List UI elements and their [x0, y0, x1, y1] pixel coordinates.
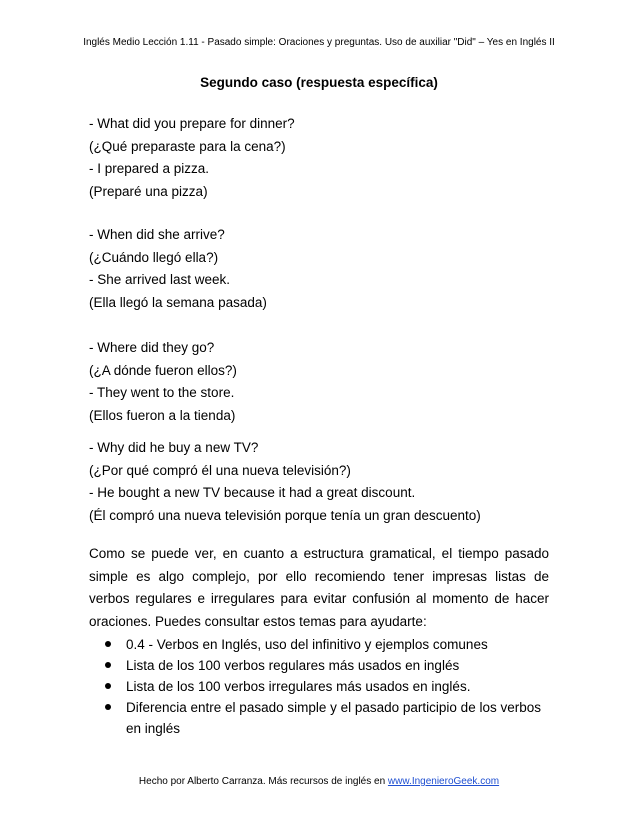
question-line: - Why did he buy a new TV?	[89, 440, 259, 455]
dialog-block	[89, 113, 559, 203]
list-item[interactable]	[89, 697, 559, 739]
bullet-icon	[105, 704, 111, 710]
footer-link[interactable]: www.IngenieroGeek.com	[387, 776, 500, 787]
list-item-label: Diferencia entre el pasado simple y el pasado participio de los verbos en inglés	[126, 700, 541, 736]
section-title: Segundo caso (respuesta específica)	[200, 75, 438, 90]
topics-list	[89, 634, 559, 739]
list-item-label: 0.4 - Verbos en Inglés, uso del infinitivo y ejemplos comunes	[126, 637, 488, 652]
question-translation: (¿Por qué compró él una nueva televisión?)	[89, 462, 351, 478]
page-header: Inglés Medio Lección 1.11 - Pasado simple: Oraciones y preguntas. Uso de auxiliar "Did" – Yes en Inglés II	[83, 37, 555, 48]
answer-translation: (Ellos fueron a la tienda)	[89, 407, 236, 423]
question-line: - Where did they go?	[89, 340, 215, 355]
list-item-label: Lista de los 100 verbos regulares más usados en inglés	[126, 658, 460, 673]
answer-translation: (Ella llegó la semana pasada)	[89, 294, 267, 310]
dialog-block	[89, 337, 559, 427]
answer-line: - He bought a new TV because it had a great discount.	[89, 485, 416, 500]
bullet-icon	[105, 683, 111, 689]
bullet-icon	[105, 641, 111, 647]
dialog-block	[89, 437, 559, 527]
page-footer	[0, 776, 638, 787]
question-line: - When did she arrive?	[89, 227, 225, 242]
question-line: - What did you prepare for dinner?	[89, 116, 295, 131]
bullet-icon	[105, 662, 111, 668]
list-item[interactable]	[89, 655, 559, 676]
dialog-block	[89, 224, 559, 314]
answer-line: - They went to the store.	[89, 385, 235, 400]
footer-text: Hecho por Alberto Carranza. Más recursos de inglés en	[138, 776, 388, 787]
list-item[interactable]	[89, 634, 559, 655]
question-translation: (¿Qué preparaste para la cena?)	[89, 138, 286, 154]
list-item[interactable]	[89, 676, 559, 697]
question-translation: (¿A dónde fueron ellos?)	[89, 362, 237, 378]
answer-line: - I prepared a pizza.	[89, 161, 210, 176]
explanation-paragraph: Como se puede ver, en cuanto a estructura gramatical, el tiempo pasado simple es algo complejo, por ello recomiendo tener impresas listas de verbos regulares e irregulares para evitar confusión al momento de hacer oraciones. Puedes consultar estos temas para ayudarte:	[89, 546, 549, 629]
list-item-label: Lista de los 100 verbos irregulares más usados en inglés.	[126, 679, 471, 694]
answer-line: - She arrived last week.	[89, 272, 231, 287]
answer-translation: (Preparé una pizza)	[89, 183, 208, 199]
answer-translation: (Él compró una nueva televisión porque tenía un gran descuento)	[89, 507, 481, 523]
question-translation: (¿Cuándo llegó ella?)	[89, 249, 219, 265]
